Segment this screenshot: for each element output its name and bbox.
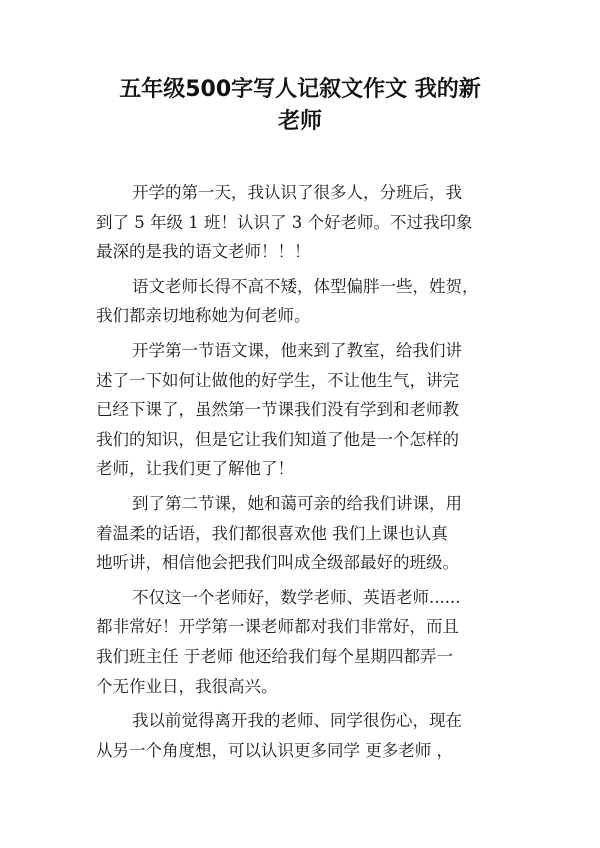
text-line: 最深的是我的语文老师！！！ — [96, 242, 311, 262]
paragraph — [96, 178, 516, 267]
paragraph — [96, 489, 516, 578]
text-line: 我以前觉得离开我的老师、同学很伤心，现在 — [132, 711, 462, 731]
document-title — [90, 74, 510, 138]
text-line: 我们班主任 于老师 他还给我们每个星期四都弄一 — [96, 646, 453, 666]
text-line: 我们的知识，但是它让我们知道了他是一个怎样的 — [96, 429, 459, 449]
paragraph — [96, 583, 516, 701]
paragraph — [96, 706, 516, 765]
text-line: 述了一下如何让做他的好学生，不让他生气，讲完 — [96, 370, 459, 390]
text-line: 开学的第一天，我认识了很多人，分班后，我 — [132, 183, 462, 202]
text-line: 都非常好！开学第一课老师都对我们非常好，而且 — [96, 617, 459, 637]
title-line: 五年级500字写人记叙文作文 我的新 — [119, 77, 481, 102]
paragraph — [96, 336, 516, 484]
text-line: 到了第二节课，她和蔼可亲的给我们讲课，用 — [132, 493, 462, 513]
text-line: 到了 5 年级 1 班！认识了 3 个好老师。不过我印象 — [96, 212, 473, 232]
text-line: 开学第一节语文课，他来到了教室，给我们讲 — [132, 340, 462, 360]
text-line: 语文老师长得不高不矮，体型偏胖一些，姓贺， — [132, 276, 479, 296]
text-line: 不仅这一个老师好，数学老师、英语老师...... — [132, 587, 461, 607]
text-line: 老师，让我们更了解他了！ — [96, 459, 294, 479]
text-line: 个无作业日，我很高兴。 — [96, 676, 278, 696]
text-line: 从另一个角度想，可以认识更多同学 更多老师 ， — [96, 740, 453, 760]
paragraph — [96, 272, 516, 331]
text-line: 我们都亲切地称她为何老师。 — [96, 306, 311, 326]
text-line: 着温柔的话语，我们都很喜欢他 我们上课也认真 — [96, 523, 448, 543]
document-body — [96, 178, 516, 770]
title-line: 老师 — [277, 109, 322, 134]
text-line: 地听讲，相信他会把我们叫成全级部最好的班级。 — [96, 553, 459, 573]
text-line: 已经下课了，虽然第一节课我们没有学到和老师教 — [96, 400, 459, 420]
